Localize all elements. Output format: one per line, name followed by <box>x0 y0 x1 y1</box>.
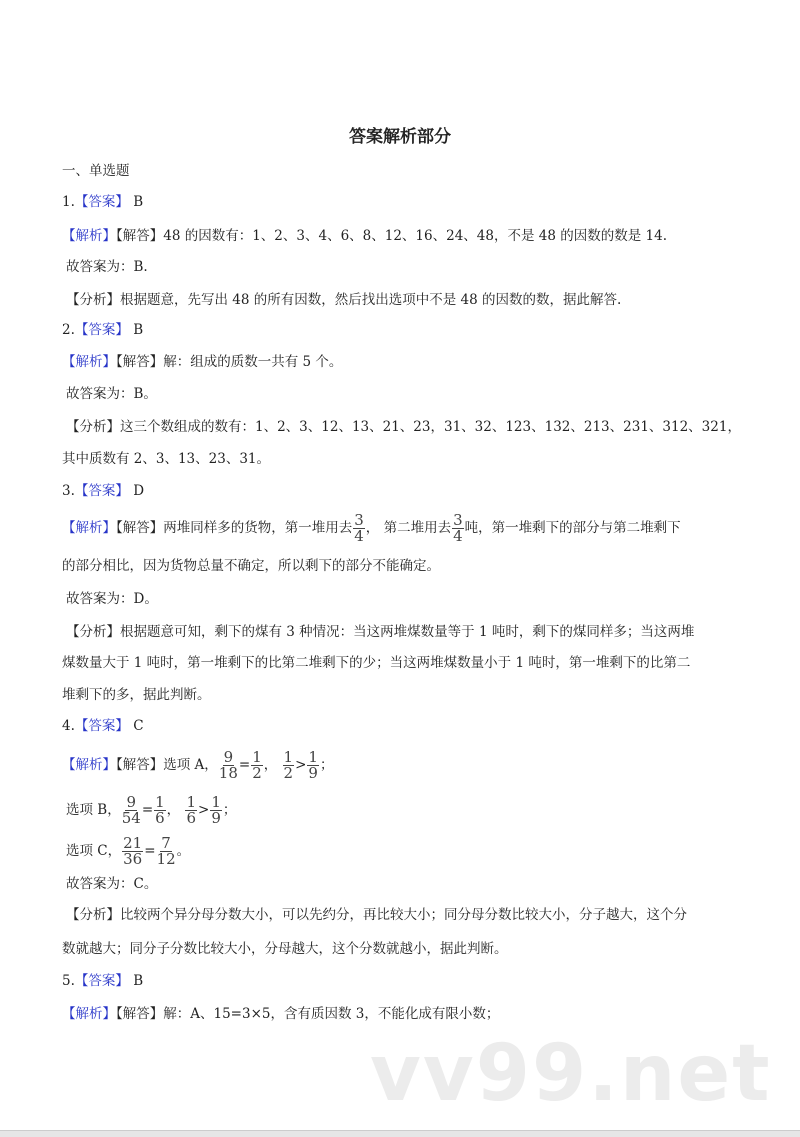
fraction: $\frac{21}{36}$ <box>123 834 143 868</box>
q2-jiexi: 【解析】【解答】解：组成的质数一共有 5 个。 <box>62 354 343 370</box>
q4-option-c: 选项 C， $\frac{21}{36}$ = $\frac{7}{12}$ 。 <box>66 834 191 868</box>
q1-answer: 1.【答案】 B <box>62 194 144 210</box>
q3-jiexi-2: 的部分相比，因为货物总量不确定，所以剩下的部分不能确定。 <box>62 558 440 574</box>
fraction: $\frac{1}{9}$ <box>308 748 318 782</box>
q2-analysis-1: 【分析】这三个数组成的数有：1、2、3、12、13、21、23，31、32、123、132、213、231、312、321， <box>66 419 741 435</box>
fraction: $\frac{9}{18}$ <box>218 748 238 782</box>
q2-conclusion: 故答案为：B。 <box>66 386 157 402</box>
q1-jiexi: 【解析】【解答】48 的因数有：1、2、3、4、6、8、12、16、24、48，不是 48 的因数的数是 14. <box>62 228 667 244</box>
q4-jiexi-a: 【解析】【解答】选项 A， $\frac{9}{18}$ = $\frac{1}{2}$ ， $\frac{1}{2}$ > $\frac{1}{9}$ ； <box>62 748 334 782</box>
fraction: $\frac{3}{4}$ <box>354 511 364 545</box>
fraction: $\frac{9}{54}$ <box>121 793 141 827</box>
fraction: $\frac{1}{6}$ <box>155 793 165 827</box>
q4-option-b: 选项 B， $\frac{9}{54}$ = $\frac{1}{6}$ ， $\frac{1}{6}$ > $\frac{1}{9}$ ； <box>66 793 237 827</box>
q1-analysis: 【分析】根据题意，先写出 48 的所有因数，然后找出选项中不是 48 的因数的数，据此解答. <box>66 292 622 308</box>
section-heading: 一、单选题 <box>62 163 130 179</box>
q4-analysis-2: 数就越大；同分子分数比较大小，分母越大，这个分数就越小，据此判断。 <box>62 941 508 957</box>
q4-analysis-1: 【分析】比较两个异分母分数大小，可以先约分，再比较大小；同分母分数比较大小，分子越大，这个分 <box>66 907 687 923</box>
q5-answer: 5.【答案】 B <box>62 973 144 989</box>
q2-analysis-2: 其中质数有 2、3、13、23、31。 <box>62 451 271 467</box>
page-bottom-edge <box>0 1130 800 1137</box>
fraction: $\frac{3}{4}$ <box>453 511 463 545</box>
q4-conclusion: 故答案为：C。 <box>66 876 158 892</box>
q1-conclusion: 故答案为：B. <box>66 259 148 275</box>
q3-analysis-2: 煤数量大于 1 吨时，第一堆剩下的比第二堆剩下的少；当这两堆煤数量小于 1 吨时，第一堆剩下的比第二 <box>62 655 691 671</box>
q3-answer: 3.【答案】 D <box>62 483 145 499</box>
q3-conclusion: 故答案为：D。 <box>66 591 158 607</box>
page-title: 答案解析部分 <box>349 127 451 147</box>
q3-analysis-3: 堆剩下的多，据此判断。 <box>62 687 211 703</box>
q5-jiexi: 【解析】【解答】解：A、15=3×5，含有质因数 3，不能化成有限小数； <box>62 1006 500 1022</box>
q3-analysis-1: 【分析】根据题意可知，剩下的煤有 3 种情况：当这两堆煤数量等于 1 吨时，剩下的煤同样多；当这两堆 <box>66 624 695 640</box>
fraction: $\frac{1}{2}$ <box>283 748 294 782</box>
fraction: $\frac{1}{2}$ <box>252 748 262 782</box>
fraction: $\frac{7}{12}$ <box>156 834 176 868</box>
fraction: $\frac{1}{6}$ <box>186 793 197 827</box>
fraction: $\frac{1}{9}$ <box>211 793 221 827</box>
watermark: vv99.net <box>370 1029 772 1119</box>
q2-answer: 2.【答案】 B <box>62 322 144 338</box>
q3-jiexi: 【解析】【解答】两堆同样多的货物，第一堆用去 $\frac{3}{4}$ ， 第二堆用去 $\frac{3}{4}$ 吨，第一堆剩下的部分与第二堆剩下 <box>62 511 681 545</box>
q4-answer: 4.【答案】 C <box>62 718 144 734</box>
